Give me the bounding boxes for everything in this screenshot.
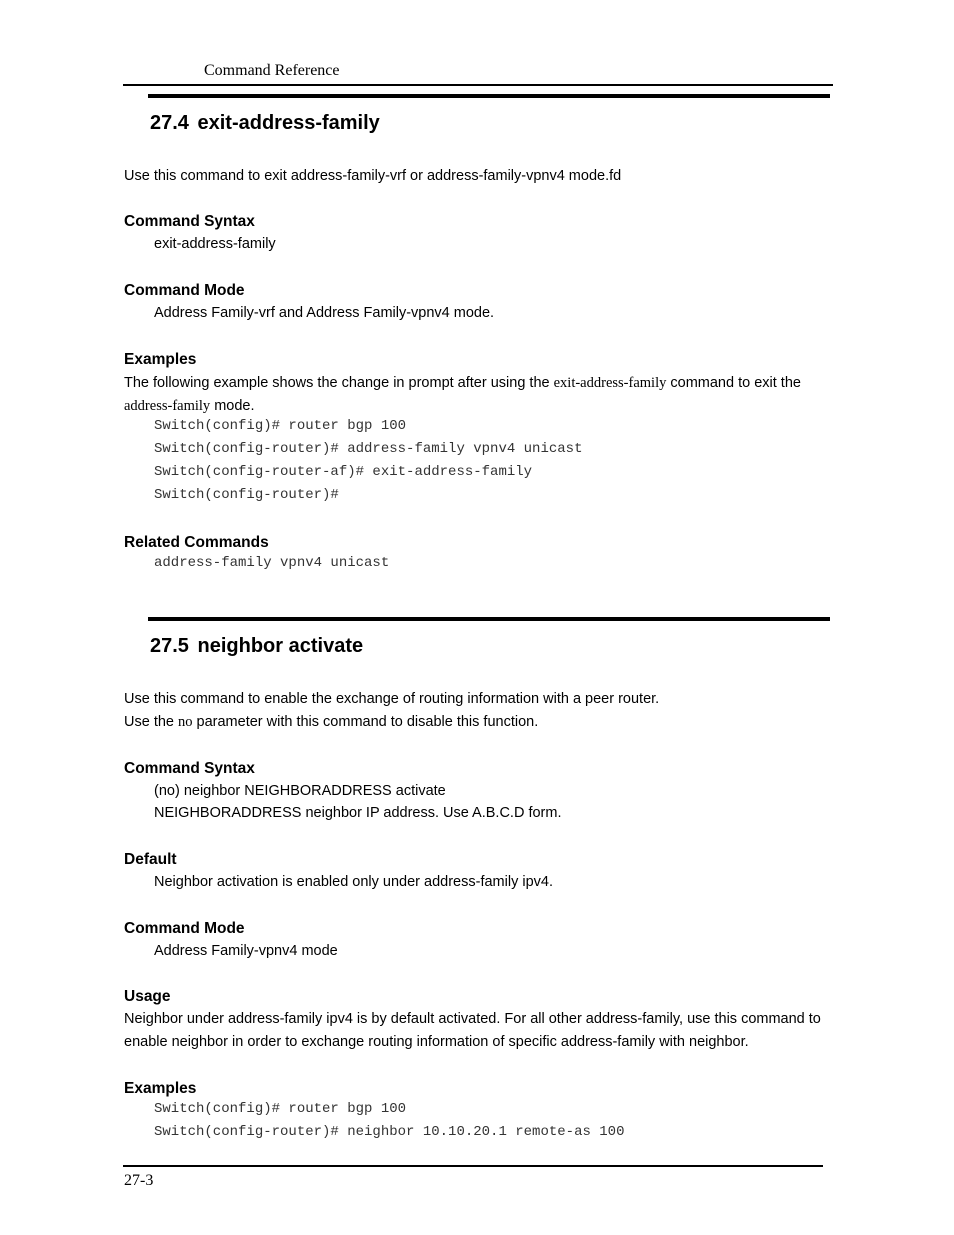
code-line: Switch(config-router)# neighbor 10.10.20.1 remote-as 100 [154,1124,625,1140]
examples-text-part: mode. [210,398,255,414]
related-heading: Related Commands [124,534,269,551]
section-rule [148,94,830,98]
syntax-parameter-text: NEIGHBORADDRESS neighbor IP address. Use A.B.C.D form. [154,805,562,821]
examples-mode-term: address-family [124,398,211,414]
section-intro: Use this command to enable the exchange of routing information with a peer router. [124,691,660,707]
section-intro [124,712,538,732]
code-line: Switch(config-router)# address-family vpnv4 unicast [154,441,583,457]
section-heading [150,635,363,658]
usage-heading: Usage [124,988,171,1005]
examples-text-part: command to exit the [666,375,801,391]
section-number: 27.5 [150,635,189,657]
section-title: neighbor activate [197,635,364,657]
page-number: 27-3 [124,1172,154,1189]
header-rule [123,84,833,86]
no-parameter-term: no [178,714,193,730]
intro-text-part: parameter with this command to disable this function. [192,714,539,730]
intro-text-part: Use the [124,714,178,730]
syntax-text: (no) neighbor NEIGHBORADDRESS activate [154,783,446,799]
examples-heading: Examples [124,351,197,368]
related-command: address-family vpnv4 unicast [154,555,390,571]
examples-paragraph [124,372,801,418]
footer-rule [123,1165,823,1167]
examples-heading: Examples [124,1080,197,1097]
code-line: Switch(config)# router bgp 100 [154,418,407,434]
running-header: Command Reference [204,62,340,79]
section-number: 27.4 [150,112,189,134]
section-title: exit-address-family [197,112,380,134]
syntax-heading: Command Syntax [124,213,255,230]
examples-command-term: exit-address-family [553,375,667,391]
mode-text: Address Family-vpnv4 mode [154,943,338,959]
code-line: Switch(config-router)# [154,487,339,503]
section-heading [150,112,380,135]
syntax-text: exit-address-family [154,236,276,252]
default-heading: Default [124,851,177,868]
examples-text-part: The following example shows the change in prompt after using the [124,375,554,391]
section-rule [148,617,830,621]
usage-text: Neighbor under address-family ipv4 is by default activated. For all other address-family, use this command to [124,1011,821,1027]
syntax-heading: Command Syntax [124,760,255,777]
code-line: Switch(config-router-af)# exit-address-family [154,464,533,480]
section-intro: Use this command to exit address-family-vrf or address-family-vpnv4 mode.fd [124,168,622,184]
code-line: Switch(config)# router bgp 100 [154,1101,407,1117]
mode-heading: Command Mode [124,282,245,299]
mode-heading: Command Mode [124,920,245,937]
default-text: Neighbor activation is enabled only under address-family ipv4. [154,874,553,890]
mode-text: Address Family-vrf and Address Family-vpnv4 mode. [154,305,495,321]
usage-text: enable neighbor in order to exchange routing information of specific address-family with neighbor. [124,1034,749,1050]
